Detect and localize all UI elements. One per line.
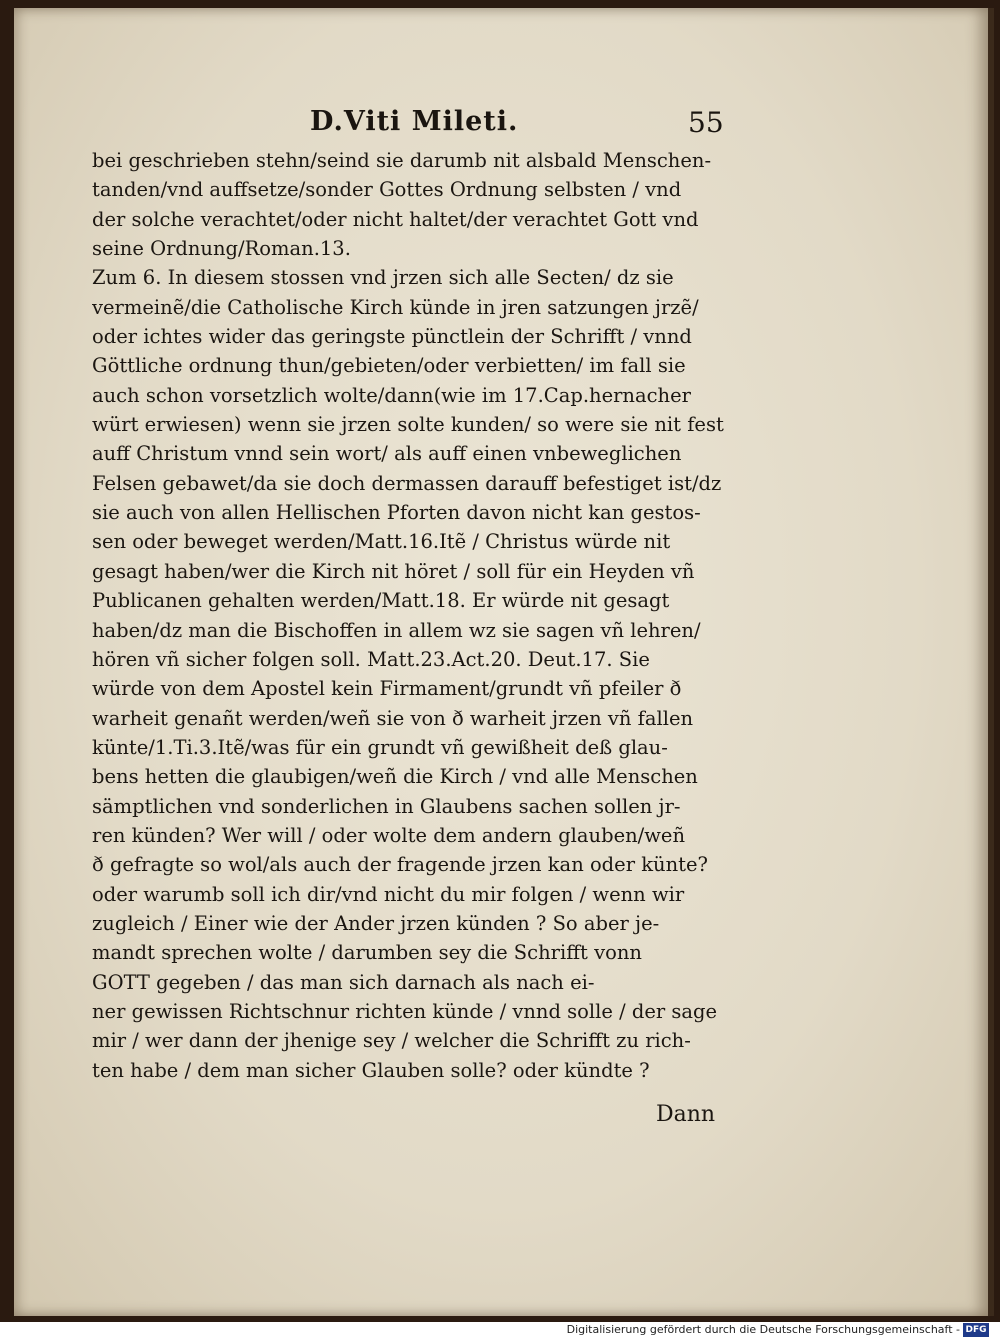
text-line: der solche verachtet/oder nicht haltet/der verachtet Gott vnd: [92, 207, 699, 231]
text-line: GOTT gegeben / das man sich darnach als nach ei-: [92, 970, 595, 994]
text-line: ten habe / dem man sicher Glauben solle? oder kündte ?: [92, 1058, 650, 1082]
text-line: auff Christum vnnd sein wort/ als auff einen vnbeweglichen: [92, 442, 682, 466]
page-number: 55: [688, 106, 724, 139]
text-line: zugleich / Einer wie der Ander jrzen künden ? So aber je-: [92, 911, 660, 935]
page-header: [14, 106, 988, 146]
text-line: seine Ordnung/Roman.13.: [92, 237, 351, 261]
text-line: künte/1.Ti.3.Itẽ/was für ein grundt vñ gewißheit deß glau-: [92, 735, 668, 759]
text-line: sämptlichen vnd sonderlichen in Glaubens sachen sollen jr-: [92, 794, 681, 818]
text-line: tanden/vnd auffsetze/sonder Gottes Ordnung selbsten / vnd: [92, 178, 682, 202]
text-line: warheit genañt werden/weñ sie von ð warheit jrzen vñ fallen: [92, 706, 694, 730]
text-line: ren künden? Wer will / oder wolte dem andern glauben/weñ: [92, 823, 686, 847]
text-line: oder ichtes wider das geringste pünctlein der Schrifft / vnnd: [92, 325, 692, 349]
text-line: mandt sprechen wolte / darumben sey die Schrifft vonn: [92, 941, 642, 965]
running-title: D.Viti Mileti.: [310, 106, 519, 137]
text-line: haben/dz man die Bischoffen in allem wz sie sagen vñ lehren/: [92, 618, 701, 642]
text-line: hören vñ sicher folgen soll. Matt.23.Act.20. Deut.17. Sie: [92, 647, 650, 671]
text-line: ner gewissen Richtschnur richten künde / vnnd solle / der sage: [92, 999, 718, 1023]
text-line: bei geschrieben stehn/seind sie darumb nit alsbald Menschen-: [92, 149, 712, 172]
funding-credit: Digitalisierung gefördert durch die Deutsche Forschungsgemeinschaft -: [566, 1323, 960, 1336]
catchword: Dann: [656, 1102, 716, 1127]
text-line: sen oder beweget werden/Matt.16.Itẽ / Christus würde nit: [92, 530, 671, 554]
text-line: mir / wer dann der jhenige sey / welcher die Schrifft zu rich-: [92, 1029, 691, 1053]
text-line: Zum 6. In diesem stossen vnd jrzen sich alle Secten/ dz sie: [92, 266, 674, 290]
text-line: Felsen gebawet/da sie doch dermassen darauff befestiget ist/dz: [92, 471, 722, 495]
text-line: oder warumb soll ich dir/vnd nicht du mir folgen / wenn wir: [92, 882, 685, 906]
text-line: Göttliche ordnung thun/gebieten/oder verbietten/ im fall sie: [92, 354, 686, 378]
text-line: ð gefragte so wol/als auch der fragende jrzen kan oder künte?: [92, 853, 708, 877]
text-line: auch schon vorsetzlich wolte/dann(wie im 17.Cap.hernacher: [92, 383, 691, 407]
text-line: Publicanen gehalten werden/Matt.18. Er würde nit gesagt: [92, 589, 670, 613]
text-line: würt erwiesen) wenn sie jrzen solte kunden/ so were sie nit fest: [92, 413, 724, 437]
body-text: [92, 146, 738, 1085]
dfg-logo: DFG: [963, 1323, 989, 1337]
text-line: sie auch von allen Hellischen Pforten davon nicht kan gestos-: [92, 501, 701, 525]
book-page: [14, 8, 994, 1316]
text-line: würde von dem Apostel kein Firmament/grundt vñ pfeiler ð: [92, 677, 682, 701]
text-line: bens hetten die glaubigen/weñ die Kirch / vnd alle Menschen: [92, 765, 698, 789]
text-line: gesagt haben/wer die Kirch nit höret / soll für ein Heyden vñ: [92, 559, 695, 583]
text-line: vermeinẽ/die Catholische Kirch künde in jren satzungen jrzẽ/: [92, 295, 699, 319]
